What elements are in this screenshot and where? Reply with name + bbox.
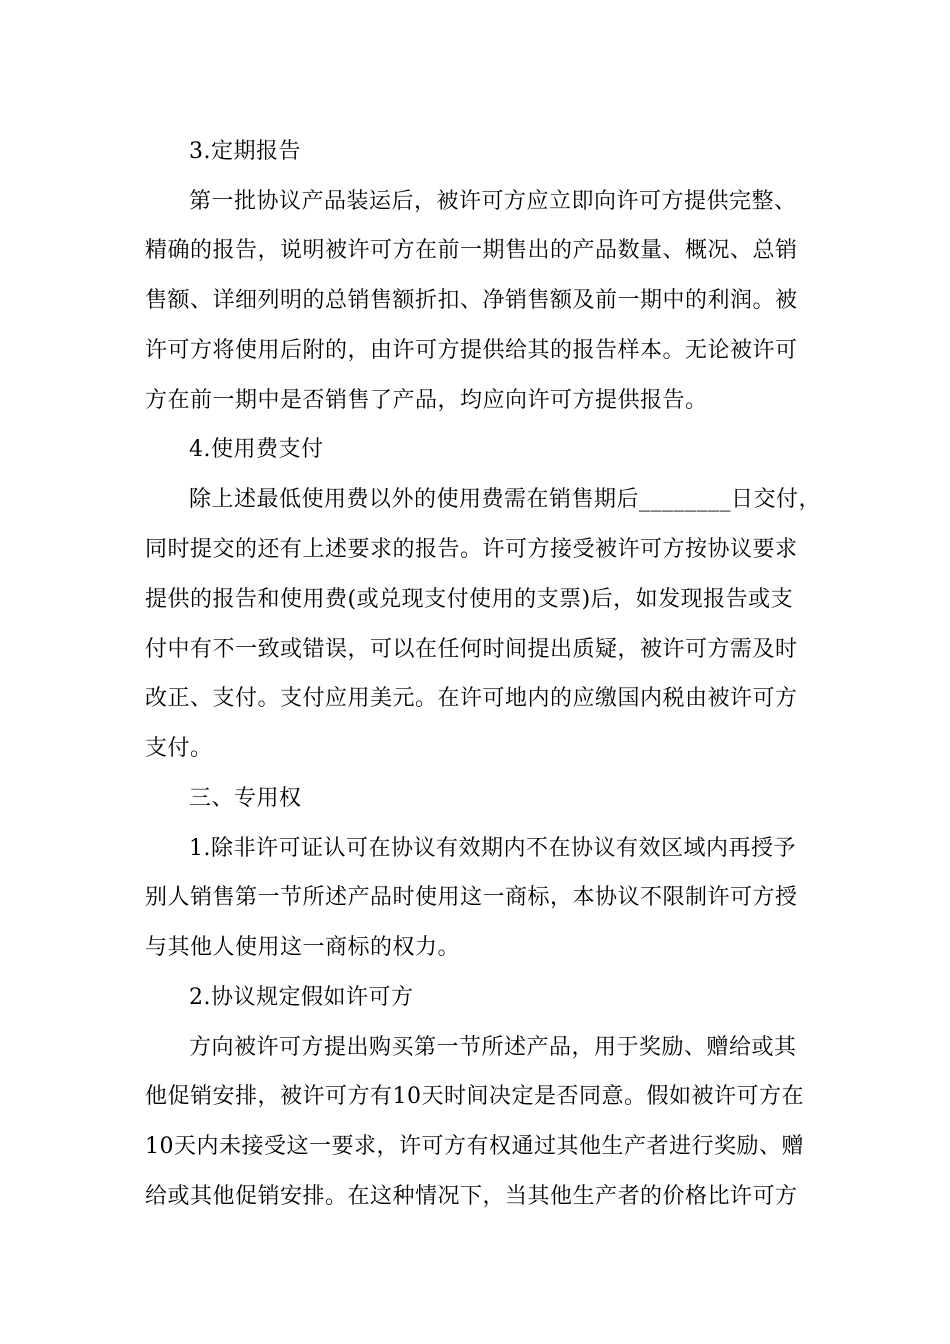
paragraph-line: 除上述最低使用费以外的使用费需在销售期后________日交付，	[189, 487, 822, 512]
paragraph-line: 改正、支付。支付应用美元。在许可地内的应缴国内税由被许可方	[145, 686, 798, 711]
heading-agreement-provision: 2.协议规定假如许可方	[189, 985, 414, 1010]
paragraph-line: 第一批协议产品装运后，被许可方应立即向许可方提供完整、	[189, 189, 797, 214]
paragraph-line: 方在前一期中是否销售了产品，均应向许可方提供报告。	[145, 388, 708, 413]
paragraph-line: 别人销售第一节所述产品时使用这一商标，本协议不限制许可方授	[145, 885, 798, 910]
paragraph-line: 支付。	[145, 736, 213, 761]
paragraph-line: 同时提交的还有上述要求的报告。许可方接受被许可方按协议要求	[145, 537, 798, 562]
paragraph-line: 精确的报告，说明被许可方在前一期售出的产品数量、概况、总销	[145, 238, 798, 263]
paragraph-line: 他促销安排，被许可方有10天时间决定是否同意。假如被许可方在	[145, 1084, 804, 1109]
paragraph-line: 10天内未接受这一要求，许可方有权通过其他生产者进行奖励、赠	[145, 1134, 804, 1159]
heading-exclusive-rights: 三、专用权	[189, 786, 302, 811]
heading-royalty-payment: 4.使用费支付	[189, 437, 324, 462]
paragraph-line: 与其他人使用这一商标的权力。	[145, 935, 461, 960]
paragraph-line: 售额、详细列明的总销售额折扣、净销售额及前一期中的利润。被	[145, 288, 798, 313]
paragraph-line: 许可方将使用后附的，由许可方提供给其的报告样本。无论被许可	[145, 338, 798, 363]
paragraph-line: 提供的报告和使用费(或兑现支付使用的支票)后，如发现报告或支	[145, 587, 794, 612]
paragraph-line: 1.除非许可证认可在协议有效期内不在协议有效区域内再授予	[189, 836, 796, 861]
paragraph-line: 方向被许可方提出购买第一节所述产品，用于奖励、赠给或其	[189, 1035, 797, 1060]
paragraph-line: 给或其他促销安排。在这种情况下，当其他生产者的价格比许可方	[145, 1184, 798, 1209]
paragraph-line: 付中有不一致或错误，可以在任何时间提出质疑，被许可方需及时	[145, 637, 798, 662]
heading-periodic-report: 3.定期报告	[189, 139, 301, 164]
